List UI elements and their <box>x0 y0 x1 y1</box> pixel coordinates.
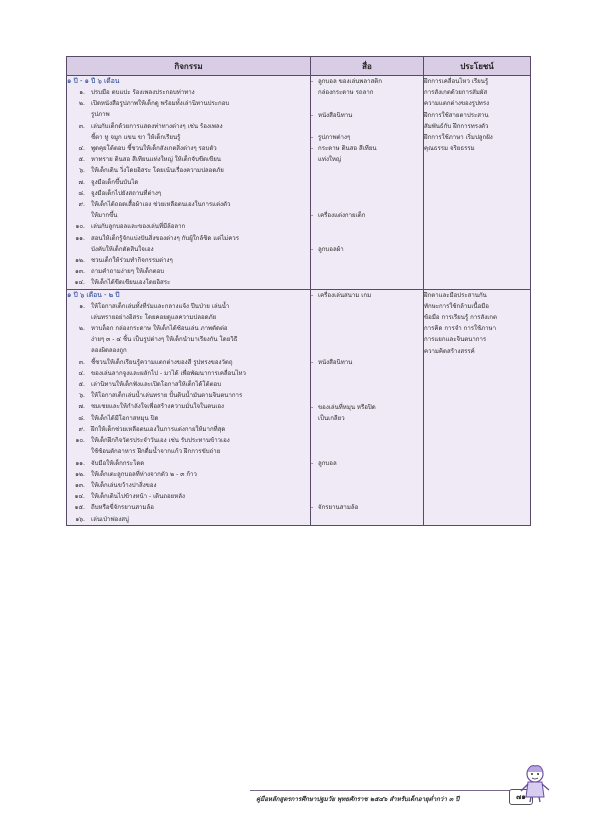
activity-text: พูดคุยโต้ตอบ ชี้ชวนให้เด็กสังเกตสิ่งต่างๆ รอบตัว <box>91 145 217 153</box>
benefit-line: การแยกและจินตนาการ <box>424 336 487 344</box>
activity-text-continued: ใช้ช้อนตักอาหาร ฝึกดื่มน้ำจากแก้ว ฝึกการขับถ่าย <box>91 448 221 456</box>
activity-text-continued: ลองผิดลองถูก <box>91 347 127 355</box>
activity-number: ๑๖. <box>75 515 85 523</box>
media-item <box>311 210 423 221</box>
activity-number: ๔. <box>78 145 85 153</box>
activity-text-continued: ให้มากขึ้น <box>91 212 118 220</box>
activity-number: ๙. <box>78 201 85 209</box>
activity-text: จูงมือเด็กไปยังสถานที่ต่างๆ <box>91 189 162 197</box>
media-text: กล่องกระดาษ รถลาก <box>318 89 374 97</box>
activity-item <box>67 469 310 480</box>
activity-item <box>67 357 310 368</box>
media-spacer <box>311 301 423 312</box>
media-spacer <box>311 446 423 457</box>
activity-number: ๒. <box>79 100 85 108</box>
benefit-cell <box>424 76 531 290</box>
activity-text: ให้เด็กเตะลูกบอลที่ห่างจากตัว ๒ - ๓ ก้าว <box>91 470 197 478</box>
media-spacer <box>311 491 423 502</box>
media-item <box>311 502 423 513</box>
media-dash: - <box>311 504 314 512</box>
activity-item <box>67 368 310 379</box>
activity-number: ๙. <box>78 425 85 433</box>
media-text: หนังสือนิทาน <box>318 111 353 119</box>
activity-list <box>67 301 310 525</box>
activity-text: เล่นกับลูกบอลและของเล่นที่มีล้อลาก <box>91 223 186 231</box>
media-spacer <box>311 323 423 334</box>
activity-item <box>67 514 310 525</box>
media-dash: - <box>311 358 314 366</box>
benefit-line: ความคิดสร้างสรรค์ <box>424 347 475 355</box>
media-item <box>311 357 423 368</box>
activity-item <box>67 390 310 401</box>
activity-text-continued: รูปภาพ <box>91 111 110 119</box>
activity-item <box>67 323 310 334</box>
activity-text: ให้โอกาสเด็กเล่นทั้งที่ร่มและกลางแจ้ง ปีนป่าย เล่นน้ำ <box>91 302 230 310</box>
activity-text: ปรบมือ ตบแปะ ร้องเพลงประกอบท่าทาง <box>91 89 195 96</box>
media-spacer <box>311 469 423 480</box>
media-dash: - <box>311 133 314 141</box>
media-item <box>311 87 423 98</box>
activities-cell <box>67 289 311 525</box>
media-dash: - <box>311 403 314 411</box>
media-spacer <box>311 199 423 210</box>
media-cell <box>311 289 424 525</box>
media-dash: - <box>311 78 314 85</box>
activity-text: หาทราย ดินสอ สีเทียนแท่งใหญ่ ให้เด็กจับขีดเขียน <box>91 156 221 164</box>
activity-number: ๑๐. <box>75 223 85 231</box>
activity-number: ๖. <box>79 167 85 175</box>
benefit-line: การสังเกตด้วยการสัมผัส <box>424 89 488 97</box>
activity-item <box>67 266 310 277</box>
activity-text: ให้เด็กเล่นขว้างปาสิ่งของ <box>91 481 157 489</box>
benefit-line: ความแตกต่างของรูปทรง <box>424 100 490 108</box>
activity-item <box>67 233 310 244</box>
footer-bar <box>250 790 530 805</box>
activity-item <box>67 188 310 199</box>
media-text: หนังสือนิทาน <box>318 358 353 366</box>
activity-text-continued: บังคับให้เด็กตัดสินใจเอง <box>91 245 154 253</box>
activity-text: ให้เด็กฝึกกิจวัตรประจำวันเอง เช่น รับประทานข้าวเอง <box>91 437 230 445</box>
benefit-line: การคิด การจำ การใช้ภาษา <box>424 325 497 333</box>
media-item <box>311 110 423 121</box>
media-text: แท่งใหญ่ <box>318 156 342 164</box>
activity-item <box>67 199 310 210</box>
activity-number: ๑. <box>79 302 85 310</box>
media-item <box>311 76 423 87</box>
media-text: เครื่องแต่งกายเด็ก <box>318 212 366 220</box>
media-text: ลูกบอล ของเล่นพลาสติก <box>318 78 382 85</box>
media-dash: - <box>311 212 314 220</box>
activity-number: ๑. <box>79 89 85 96</box>
activity-text: เปิดหนังสือรูปภาพให้เด็กดู พร้อมทั้งเล่านิทานประกอบ <box>91 100 230 108</box>
media-item <box>311 290 423 301</box>
activity-number: ๒. <box>79 325 85 333</box>
activity-number: ๗. <box>78 403 85 411</box>
activity-number: ๑๒. <box>75 257 85 265</box>
media-dash <box>311 154 318 165</box>
benefit-line: คุณธรรม จริยธรรม <box>424 145 475 153</box>
activity-number: ๑๓. <box>75 268 85 276</box>
activity-text-continued: ชี้ตา หู จมูก แขน ขา ให้เด็กเรียนรู้ <box>91 133 181 141</box>
activity-text: ชวนเด็กให้ร่วมทำกิจกรรมต่างๆ <box>91 257 173 265</box>
activity-item <box>67 502 310 513</box>
activity-item <box>67 424 310 435</box>
activity-number: ๕. <box>78 156 85 164</box>
activity-number: ๗. <box>78 178 85 186</box>
media-text: เป็นเกลียว <box>318 414 345 422</box>
media-spacer <box>311 188 423 199</box>
media-text: จักรยานสามล้อ <box>318 504 359 512</box>
activity-text: ให้เด็กได้ขีดเขียนเองโดยอิสระ <box>91 279 171 287</box>
benefit-line: ฝึกตาและมือประสานกัน <box>424 291 487 299</box>
benefit-list <box>424 290 530 357</box>
activity-item <box>67 458 310 469</box>
media-dash: - <box>311 459 314 467</box>
page-number: ๗๑ <box>509 789 533 805</box>
section-heading: ๑ ปี ๖ เดือน - ๒ ปี <box>67 290 120 299</box>
activity-number: ๑๓. <box>75 481 85 489</box>
benefit-line: ทักษะการใช้กล้ามเนื้อมือ <box>424 302 489 310</box>
activity-item <box>67 255 310 266</box>
activity-text: หาบล็อก กล่องกระดาษ ให้เด็กได้ซ้อนเล่น ภาพตัดต่อ <box>91 325 228 333</box>
activity-number: ๔. <box>78 369 85 377</box>
benefit-line: ข้อมือ การเรียนรู้ การสังเกต <box>424 314 497 322</box>
benefit-line: ฝึกการใช้ภาษา เริ่มปลูกฝัง <box>424 134 493 142</box>
media-dash <box>311 413 318 424</box>
media-item <box>311 154 423 165</box>
activity-text: ถามคำถามง่ายๆ ให้เด็กตอบ <box>91 268 165 276</box>
activity-number: ๑๐. <box>75 437 85 445</box>
media-spacer <box>311 435 423 446</box>
activity-number: ๖. <box>79 392 85 400</box>
media-item <box>311 132 423 143</box>
activity-text: เล่นกับเด็กด้วยการแสดงท่าทางต่างๆ เช่น ร้องเพลง <box>91 122 223 130</box>
activity-item <box>67 413 310 424</box>
benefit-line: ฝึกการเคลื่อนไหว เรียนรู้ <box>424 78 489 85</box>
activity-number: ๘. <box>78 414 85 422</box>
activity-text-continued: ง่ายๆ ๓ - ๔ ชิ้น เป็นรูปต่างๆ ให้เด็กนำมาเรียงกัน โดยวิธี <box>91 336 238 344</box>
media-item <box>311 413 423 424</box>
media-item <box>311 143 423 154</box>
activity-table <box>66 56 531 526</box>
benefit-cell <box>424 289 531 525</box>
media-spacer <box>311 177 423 188</box>
activity-number: ๑๕. <box>74 504 85 512</box>
activity-number: ๘. <box>78 189 85 197</box>
header-media: สื่อ <box>311 57 424 76</box>
header-activity: กิจกรรม <box>67 57 311 76</box>
activity-text: จับมือให้เด็กกระโดด <box>91 459 145 467</box>
media-text: เครื่องเล่นสนาม เกม <box>318 291 372 299</box>
activity-number: ๑๒. <box>75 470 85 478</box>
activity-text: ของเล่นลากจูงและผลักไป - มาได้ เพื่อพัฒนาการเคลื่อนไหว <box>91 369 246 377</box>
media-spacer <box>311 166 423 177</box>
media-dash: - <box>311 145 314 153</box>
activity-text: เล่านิทานให้เด็กฟังและเปิดโอกาสให้เด็กได้โต้ตอบ <box>91 381 222 389</box>
activity-list <box>67 87 310 289</box>
media-spacer <box>311 368 423 379</box>
section-row <box>67 289 531 525</box>
media-list <box>311 76 423 255</box>
activity-text: จูงมือเด็กขึ้นบันได <box>91 178 139 186</box>
activity-text-continued: เล่นทรายอย่างอิสระ โดยคอยดูแลความปลอดภัย <box>91 313 217 321</box>
activity-text: สอนให้เด็กรู้จักแบ่งปันสิ่งของต่างๆ กับผู้ใกล้ชิด แต่ไม่ควร <box>91 234 239 242</box>
footer-title: คู่มือหลักสูตรการศึกษาปฐมวัย พุทธศักราช ๒๕๔๖ สำหรับเด็กอายุต่ำกว่า ๓ ปี <box>256 796 460 803</box>
activity-item <box>67 491 310 502</box>
media-spacer <box>311 346 423 357</box>
activity-text: ให้เด็กเดิน วิ่งโดยอิสระ โดยเน้นเรื่องความปลอดภัย <box>91 167 224 175</box>
activity-number: ๕. <box>78 381 85 389</box>
media-text: ลูกบอลผ้า <box>318 245 344 253</box>
media-spacer <box>311 222 423 233</box>
activity-text: ชี้ชวนให้เด็กเรียนรู้ความแตกต่างของสี รูปทรงของวัตถุ <box>91 358 233 366</box>
activity-item <box>67 435 310 446</box>
media-spacer <box>311 98 423 109</box>
activity-number: ๑๑. <box>75 234 85 242</box>
activity-text: เล่นเป่าฟองสบู่ <box>91 515 129 523</box>
media-item <box>311 458 423 469</box>
activity-item <box>67 301 310 312</box>
activity-number: ๓. <box>78 122 85 130</box>
media-dash: - <box>311 245 314 253</box>
activity-text: ฝึกให้เด็กช่วยเหลือตนเองในการแต่งกายให้มากที่สุด <box>91 425 226 433</box>
activity-item <box>67 165 310 176</box>
media-spacer <box>311 480 423 491</box>
activity-item <box>67 277 310 288</box>
benefit-list <box>424 76 530 154</box>
activity-text: ให้เด็กได้มีโอกาสหมุน ปิด <box>91 414 159 422</box>
benefit-line: ฝึกการใช้สายตาประสาน <box>424 111 489 119</box>
media-dash: - <box>311 291 314 299</box>
activity-text: ชมเชยและให้กำลังใจเพื่อสร้างความมั่นใจในตนเอง <box>91 403 225 411</box>
media-dash <box>311 87 318 98</box>
activity-text: ให้เด็กเดินไปข้างหน้า - เดินถอยหลัง <box>91 493 185 501</box>
media-text: รูปภาพต่างๆ <box>318 133 351 141</box>
media-list <box>311 290 423 514</box>
media-spacer <box>311 390 423 401</box>
section-heading: ๑ ปี - ๑ ปี ๖ เดือน <box>67 77 120 85</box>
media-spacer <box>311 379 423 390</box>
media-spacer <box>311 334 423 345</box>
activity-item <box>67 98 310 109</box>
activity-item <box>67 480 310 491</box>
activity-number: ๑๔. <box>74 279 85 287</box>
media-spacer <box>311 312 423 323</box>
media-text: ของเล่นที่หมุน หรือปิด <box>318 403 376 411</box>
activity-item <box>67 379 310 390</box>
header-benefit: ประโยชน์ <box>424 57 531 76</box>
child-mascot-icon <box>518 763 552 803</box>
activity-item <box>67 401 310 412</box>
section-row <box>67 76 531 290</box>
media-spacer <box>311 121 423 132</box>
activity-text: ถีบหรือขี่จักรยานสามล้อ <box>91 504 154 512</box>
media-text: ลูกบอล <box>318 459 337 467</box>
activity-item <box>67 154 310 165</box>
media-spacer <box>311 424 423 435</box>
activity-number: ๑๑. <box>75 459 85 467</box>
media-dash: - <box>311 111 314 119</box>
activity-number: ๓. <box>78 358 85 366</box>
activity-text: ให้เด็กได้ถอดเสื้อผ้าเอง ช่วยเหลือตนเองในการแต่งตัว <box>91 201 231 209</box>
activity-text: ให้โอกาสเด็กเล่นน้ำเล่นทราย ปั้นดินน้ำมันตามจินตนาการ <box>91 392 243 400</box>
media-item <box>311 244 423 255</box>
media-text: กระดาษ ดินสอ สีเทียน <box>318 145 377 153</box>
table-header-row <box>67 57 531 76</box>
activity-item <box>67 177 310 188</box>
activity-item <box>67 143 310 154</box>
activity-number: ๑๔. <box>74 493 85 501</box>
media-item <box>311 402 423 413</box>
activity-item <box>67 87 310 98</box>
activities-cell <box>67 76 311 290</box>
benefit-line: สัมพันธ์กับ ฝึกการทรงตัว <box>424 122 489 130</box>
activity-item <box>67 221 310 232</box>
media-spacer <box>311 233 423 244</box>
media-cell <box>311 76 424 290</box>
activity-item <box>67 121 310 132</box>
